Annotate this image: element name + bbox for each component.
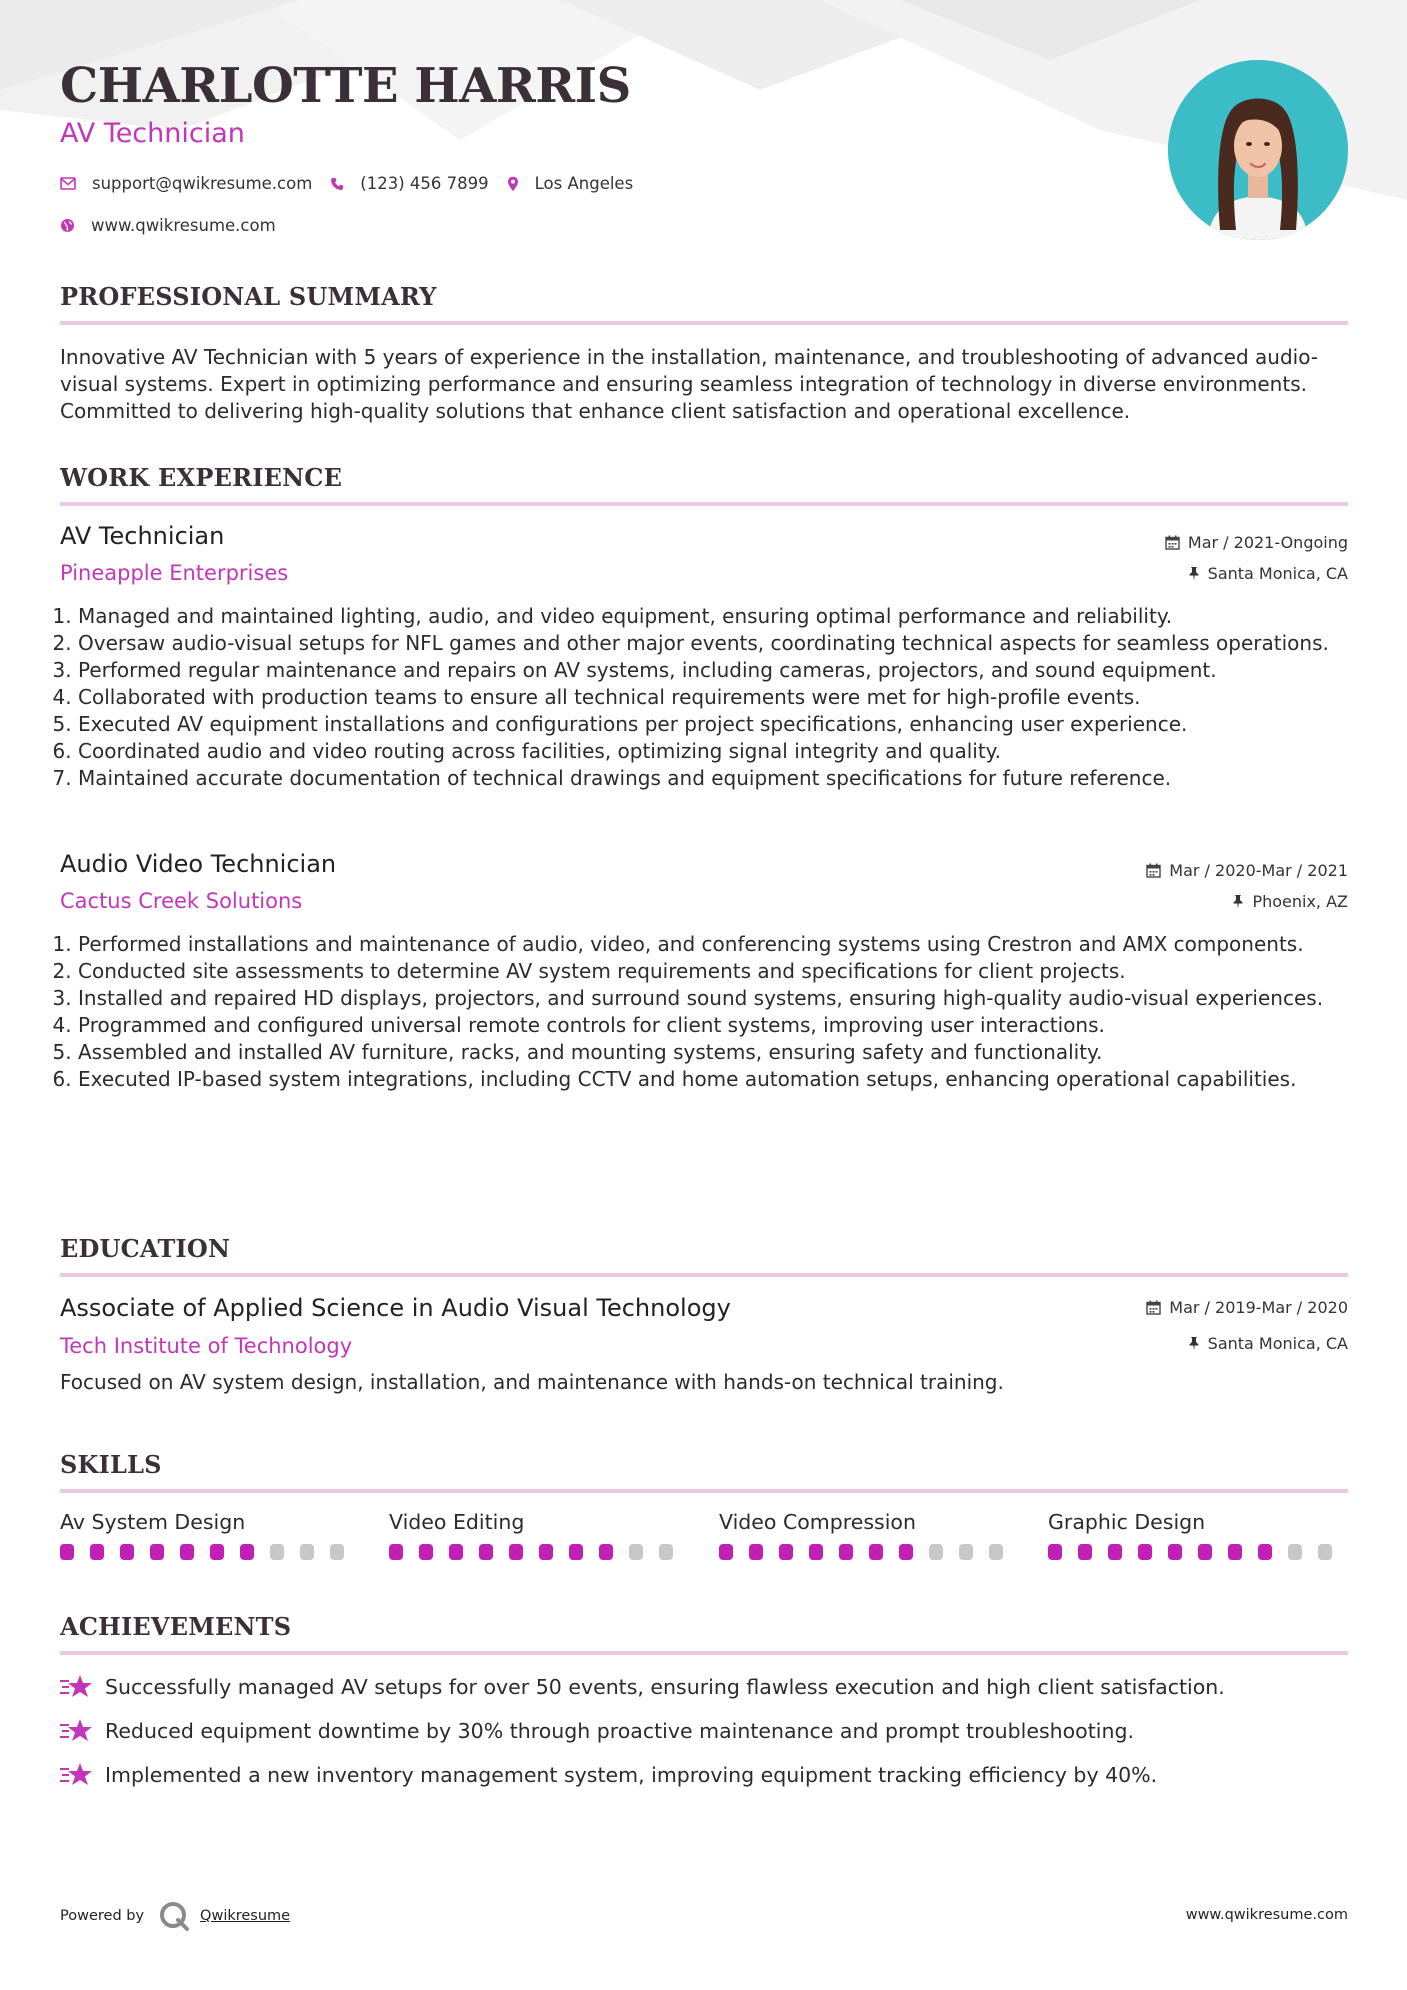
email-text: support@qwikresume.com: [92, 174, 313, 193]
education-heading: EDUCATION: [60, 1234, 231, 1263]
skill-dot-empty: [330, 1544, 344, 1560]
job-bullets-2: [60, 931, 1366, 1093]
list-item: 7. Maintained accurate documentation of technical drawings and equipment specifications for future reference.: [78, 765, 1366, 792]
star-achievement-icon: [60, 1762, 93, 1788]
skill-name: Graphic Design: [1048, 1510, 1206, 1534]
skill-dot-filled: [120, 1544, 134, 1560]
job-location-text-2: Phoenix, AZ: [1252, 892, 1348, 911]
skill-dot-empty: [959, 1544, 973, 1560]
skill-dot-filled: [1078, 1544, 1092, 1560]
pushpin-icon: [1188, 566, 1200, 581]
experience-divider: [60, 502, 1348, 506]
footer-website[interactable]: www.qwikresume.com: [1185, 1907, 1348, 1923]
experience-heading: WORK EXPERIENCE: [60, 463, 343, 492]
job-date-text-2: Mar / 2020-Mar / 2021: [1169, 861, 1348, 880]
list-item: 6. Coordinated audio and video routing across facilities, optimizing signal integrity and quality.: [78, 738, 1366, 765]
achievement-text: Successfully managed AV setups for over 50 events, ensuring flawless execution and high client satisfaction.: [105, 1675, 1225, 1699]
skill-dot-empty: [1318, 1544, 1332, 1560]
company-name-1: Pineapple Enterprises: [60, 561, 289, 585]
summary-heading: PROFESSIONAL SUMMARY: [60, 282, 437, 311]
list-item: 2. Oversaw audio-visual setups for NFL games and other major events, coordinating technical aspects for seamless operations.: [78, 630, 1366, 657]
job-title-1: AV Technician: [60, 522, 225, 550]
degree-title: Associate of Applied Science in Audio Visual Technology: [60, 1294, 731, 1322]
list-item: 2. Conducted site assessments to determine AV system requirements and specifications for client projects.: [78, 958, 1366, 985]
achievements-heading: ACHIEVEMENTS: [60, 1612, 292, 1641]
skill-item: [60, 1510, 360, 1560]
skill-rating: [60, 1544, 360, 1560]
skill-rating: [389, 1544, 689, 1560]
school-name: Tech Institute of Technology: [60, 1334, 353, 1358]
skill-dot-filled: [479, 1544, 493, 1560]
skill-item: [719, 1510, 1019, 1560]
skill-dot-filled: [150, 1544, 164, 1560]
skills-divider: [60, 1489, 1348, 1493]
skill-dot-empty: [929, 1544, 943, 1560]
skill-dot-filled: [240, 1544, 254, 1560]
qwikresume-logo-icon: [158, 1900, 190, 1932]
contact-row: [60, 174, 651, 193]
phone-text: (123) 456 7899: [360, 174, 489, 193]
skill-dot-filled: [90, 1544, 104, 1560]
skill-dot-empty: [270, 1544, 284, 1560]
map-pin-icon: [507, 176, 519, 192]
skill-dot-filled: [779, 1544, 793, 1560]
skill-dot-empty: [300, 1544, 314, 1560]
footer-powered-by: [60, 1900, 290, 1932]
list-item: 6. Executed IP-based system integrations, including CCTV and home automation setups, enhancing operational capabilities.: [78, 1066, 1366, 1093]
skill-dot-filled: [210, 1544, 224, 1560]
skill-dot-filled: [539, 1544, 553, 1560]
skill-dot-filled: [509, 1544, 523, 1560]
contact-website-row: [60, 216, 294, 235]
calendar-icon: [1146, 1300, 1161, 1315]
candidate-title: AV Technician: [60, 118, 245, 149]
skill-dot-filled: [449, 1544, 463, 1560]
list-item: 1. Performed installations and maintenance of audio, video, and conferencing systems using Crestron and AMX components.: [78, 931, 1366, 958]
achievement-text: Reduced equipment downtime by 30% through proactive maintenance and prompt troubleshooting.: [105, 1719, 1134, 1743]
star-achievement-icon: [60, 1718, 93, 1744]
skill-dot-empty: [629, 1544, 643, 1560]
portrait-illustration: [1168, 60, 1348, 240]
globe-icon: [60, 218, 75, 233]
education-location: [1188, 1334, 1348, 1353]
skill-dot-filled: [419, 1544, 433, 1560]
skills-heading: SKILLS: [60, 1450, 162, 1479]
skill-name: Av System Design: [60, 1510, 246, 1534]
list-item: 1. Managed and maintained lighting, audio, and video equipment, ensuring optimal performance and reliability.: [78, 603, 1366, 630]
education-divider: [60, 1273, 1348, 1277]
achievement-item: [60, 1718, 1134, 1744]
job-title-2: Audio Video Technician: [60, 850, 337, 878]
skill-dot-filled: [60, 1544, 74, 1560]
contact-website[interactable]: [60, 216, 276, 235]
candidate-name: CHARLOTTE HARRIS: [60, 58, 631, 114]
powered-by-label: Powered by: [60, 1908, 145, 1924]
skill-dot-filled: [899, 1544, 913, 1560]
list-item: 4. Collaborated with production teams to ensure all technical requirements were met for high-profile events.: [78, 684, 1366, 711]
skill-dot-filled: [599, 1544, 613, 1560]
list-item: 3. Performed regular maintenance and repairs on AV systems, including cameras, projectors, and sound equipment.: [78, 657, 1366, 684]
star-achievement-icon: [60, 1674, 93, 1700]
list-item: 3. Installed and repaired HD displays, projectors, and surround sound systems, ensuring high-quality audio-visual experiences.: [78, 985, 1366, 1012]
education-date-text: Mar / 2019-Mar / 2020: [1169, 1298, 1348, 1317]
skill-item: [389, 1510, 689, 1560]
job-date-1: [1165, 533, 1348, 552]
calendar-icon: [1146, 863, 1161, 878]
summary-divider: [60, 321, 1348, 325]
pushpin-icon: [1232, 894, 1244, 909]
skill-dot-filled: [1138, 1544, 1152, 1560]
achievements-divider: [60, 1651, 1348, 1655]
education-location-text: Santa Monica, CA: [1207, 1334, 1348, 1353]
achievement-text: Implemented a new inventory management system, improving equipment tracking efficiency by 40%.: [105, 1763, 1158, 1787]
skill-dot-filled: [1048, 1544, 1062, 1560]
skill-rating: [1048, 1544, 1348, 1560]
phone-icon: [330, 177, 344, 191]
skill-dot-filled: [719, 1544, 733, 1560]
skill-dot-filled: [869, 1544, 883, 1560]
skill-dot-filled: [1168, 1544, 1182, 1560]
list-item: 5. Executed AV equipment installations and configurations per project specifications, enhancing user experience.: [78, 711, 1366, 738]
calendar-icon: [1165, 535, 1180, 550]
skill-dot-filled: [1228, 1544, 1242, 1560]
achievement-item: [60, 1674, 1225, 1700]
list-item: 4. Programmed and configured universal remote controls for client systems, improving user interactions.: [78, 1012, 1366, 1039]
job-date-2: [1146, 861, 1348, 880]
job-location-1: [1188, 564, 1348, 583]
skill-item: [1048, 1510, 1348, 1560]
skill-dot-empty: [989, 1544, 1003, 1560]
summary-text: Innovative AV Technician with 5 years of experience in the installation, maintenance, and troubleshooting of advanced audio-visual systems. Expert in optimizing performance and ensuring seamless integration of technology in diverse environments. Committed to delivering high-quality solutions that enhance client satisfaction and operational excellence.: [60, 345, 1319, 423]
job-date-text-1: Mar / 2021-Ongoing: [1187, 533, 1348, 552]
skill-rating: [719, 1544, 1019, 1560]
skill-name: Video Compression: [719, 1510, 916, 1534]
location-text: Los Angeles: [534, 174, 634, 193]
contact-email[interactable]: [60, 174, 312, 193]
education-description: Focused on AV system design, installation, and maintenance with hands-on technical training.: [60, 1370, 1004, 1394]
job-location-text-1: Santa Monica, CA: [1207, 564, 1348, 583]
skill-dot-filled: [809, 1544, 823, 1560]
list-item: 5. Assembled and installed AV furniture, racks, and mounting systems, ensuring safety and functionality.: [78, 1039, 1366, 1066]
pushpin-icon: [1188, 1336, 1200, 1351]
website-text: www.qwikresume.com: [91, 216, 276, 235]
education-date: [1146, 1298, 1348, 1317]
skill-dot-empty: [659, 1544, 673, 1560]
skill-dot-filled: [749, 1544, 763, 1560]
profile-photo: [1168, 60, 1348, 240]
skill-dot-empty: [1288, 1544, 1302, 1560]
skill-dot-filled: [839, 1544, 853, 1560]
company-name-2: Cactus Creek Solutions: [60, 889, 303, 913]
skill-dot-filled: [389, 1544, 403, 1560]
job-location-2: [1232, 892, 1348, 911]
skill-dot-filled: [1108, 1544, 1122, 1560]
skill-dot-filled: [180, 1544, 194, 1560]
job-bullets-1: [60, 603, 1366, 792]
achievement-item: [60, 1762, 1157, 1788]
skill-dot-filled: [1198, 1544, 1212, 1560]
skill-dot-filled: [1258, 1544, 1272, 1560]
contact-location: [507, 174, 634, 193]
envelope-icon: [60, 177, 76, 190]
skill-dot-filled: [569, 1544, 583, 1560]
skill-name: Video Editing: [389, 1510, 525, 1534]
contact-phone[interactable]: [330, 174, 488, 193]
brand-link[interactable]: Qwikresume: [200, 1908, 291, 1924]
